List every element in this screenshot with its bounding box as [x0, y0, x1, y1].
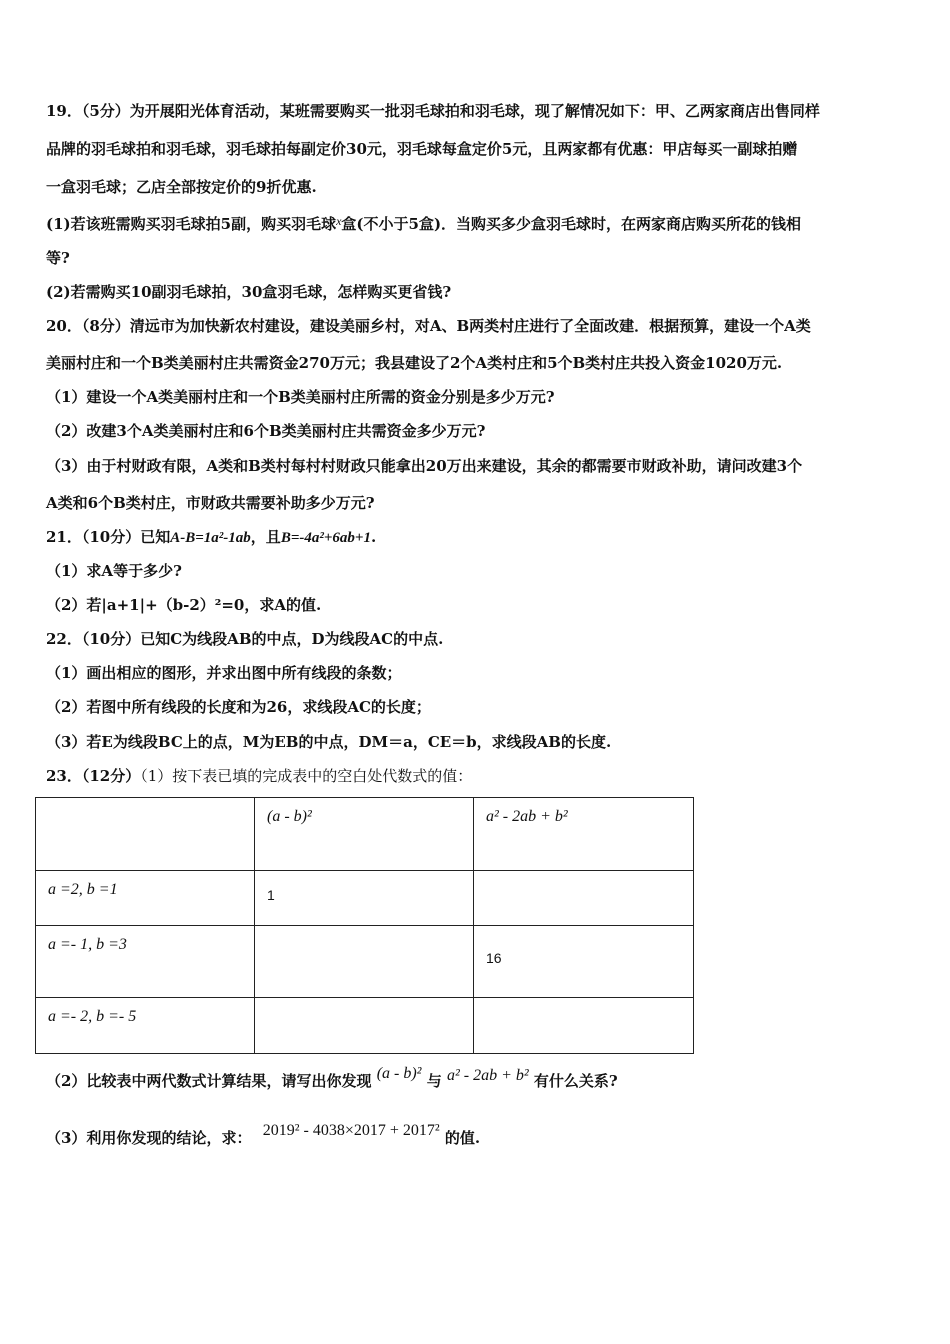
- table-cell-condition: a =- 2, b =- 5: [36, 998, 255, 1054]
- q19-part1-text-b: 盒(不小于5盒)．当购买多少盒羽毛球时，在两家商店购买所花的钱相: [341, 215, 802, 233]
- q21-expression-1: A-B=1a²-1ab: [170, 530, 251, 546]
- q23-value-table: [35, 797, 694, 1054]
- q19-line-3: 一盒羽毛球；乙店全部按定价的9折优惠.: [46, 178, 317, 196]
- q19-line-2: 品牌的羽毛球拍和羽毛球，羽毛球拍每副定价30元，羽毛球每盒定价5元，且两家都有优惠：甲店每买一副球拍赠: [46, 140, 798, 158]
- q20-part3-line-1: （3）由于村财政有限，A类和B类村每村村财政只能拿出20万出来建设，其余的都需要市财政补助，请问改建3个: [46, 457, 803, 475]
- table-header-cell: [36, 798, 255, 871]
- q23-part2: [46, 1065, 908, 1095]
- table-header-row: [36, 798, 694, 871]
- q21-line-1: [46, 527, 908, 548]
- q21-end: .: [370, 528, 377, 546]
- q22-line-1: 22．（10分）已知C为线段AB的中点，D为线段AC的中点.: [46, 630, 444, 648]
- q23-line-1: [46, 766, 908, 786]
- q23-part3: [46, 1122, 908, 1152]
- q23-part3-expr: 2019² - 4038×2017 + 2017²: [262, 1122, 440, 1139]
- q23-part2-text-b: 有什么关系?: [533, 1072, 618, 1090]
- q19-part1-text-a: (1)若该班需购买羽毛球拍5副，购买羽毛球: [46, 215, 337, 233]
- q21-prefix: 21．（10分）已知: [46, 528, 171, 546]
- q21-expression-2: B=-4a²+6ab+1: [280, 530, 371, 546]
- table-header-cell: a² - 2ab + b²: [474, 798, 694, 871]
- q23-part2-text-a: （2）比较表中两代数式计算结果，请写出你发现: [46, 1072, 372, 1090]
- table-cell-value: [474, 871, 694, 926]
- table-cell-value: [255, 998, 474, 1054]
- q23-part2-mid: 与: [426, 1072, 442, 1090]
- q19-part1-line-1: [46, 211, 908, 234]
- q19-part1-line-2: 等?: [46, 249, 70, 267]
- q19-part2: (2)若需购买10副羽毛球拍，30盒羽毛球，怎样购买更省钱?: [46, 283, 452, 301]
- table-row: [36, 998, 694, 1054]
- q21-part1: （1）求A等于多少?: [46, 562, 182, 580]
- q20-part1: （1）建设一个A类美丽村庄和一个B类美丽村庄所需的资金分别是多少万元?: [46, 388, 555, 406]
- table-cell-condition: a =- 1, b =3: [36, 926, 255, 998]
- q22-part3: （3）若E为线段BC上的点，M为EB的中点，DM＝a，CE＝b，求线段AB的长度.: [46, 733, 612, 751]
- q20-line-2: 美丽村庄和一个B类美丽村庄共需资金270万元；我县建设了2个A类村庄和5个B类村庄共投入资金1020万元.: [46, 354, 783, 372]
- table-row: [36, 871, 694, 926]
- q21-part2: （2）若|a+1|+（b-2）²=0，求A的值.: [46, 596, 322, 614]
- q20-part2: （2）改建3个A类美丽村庄和6个B类美丽村庄共需资金多少万元?: [46, 422, 486, 440]
- q19-variable-x: x: [336, 214, 342, 228]
- q23-prefix: 23．（12分）: [46, 767, 141, 785]
- table-cell-value: 16: [474, 926, 694, 998]
- q21-mid: ，且: [250, 528, 281, 546]
- q23-part1-text: （1）按下表已填的完成表中的空白处代数式的值：: [140, 767, 473, 785]
- table-cell-value: [255, 926, 474, 998]
- table-cell-condition: a =2, b =1: [36, 871, 255, 926]
- q22-part1: （1）画出相应的图形，并求出图中所有线段的条数；: [46, 664, 402, 682]
- table-cell-value: [474, 998, 694, 1054]
- table-cell-value: 1: [255, 871, 474, 926]
- q20-part3-line-2: A类和6个B类村庄，市财政共需要补助多少万元?: [46, 494, 375, 512]
- q23-part3-text-a: （3）利用你发现的结论，求：: [46, 1129, 252, 1147]
- q19-line-1: 19．（5分）为开展阳光体育活动，某班需要购买一批羽毛球拍和羽毛球，现了解情况如下：甲、乙两家商店出售同样: [46, 102, 820, 120]
- q22-part2: （2）若图中所有线段的长度和为26，求线段AC的长度；: [46, 698, 431, 716]
- q20-line-1: 20．（8分）清远市为加快新农村建设，建设美丽乡村，对A、B两类村庄进行了全面改建．根据预算，建设一个A类: [46, 317, 811, 335]
- q23-part2-expr-2: a² - 2ab + b²: [446, 1067, 529, 1084]
- q23-part2-expr-1: (a - b)²: [376, 1065, 422, 1082]
- q23-part3-text-b: 的值.: [444, 1129, 481, 1147]
- table-header-cell: (a - b)²: [255, 798, 474, 871]
- table-row: [36, 926, 694, 998]
